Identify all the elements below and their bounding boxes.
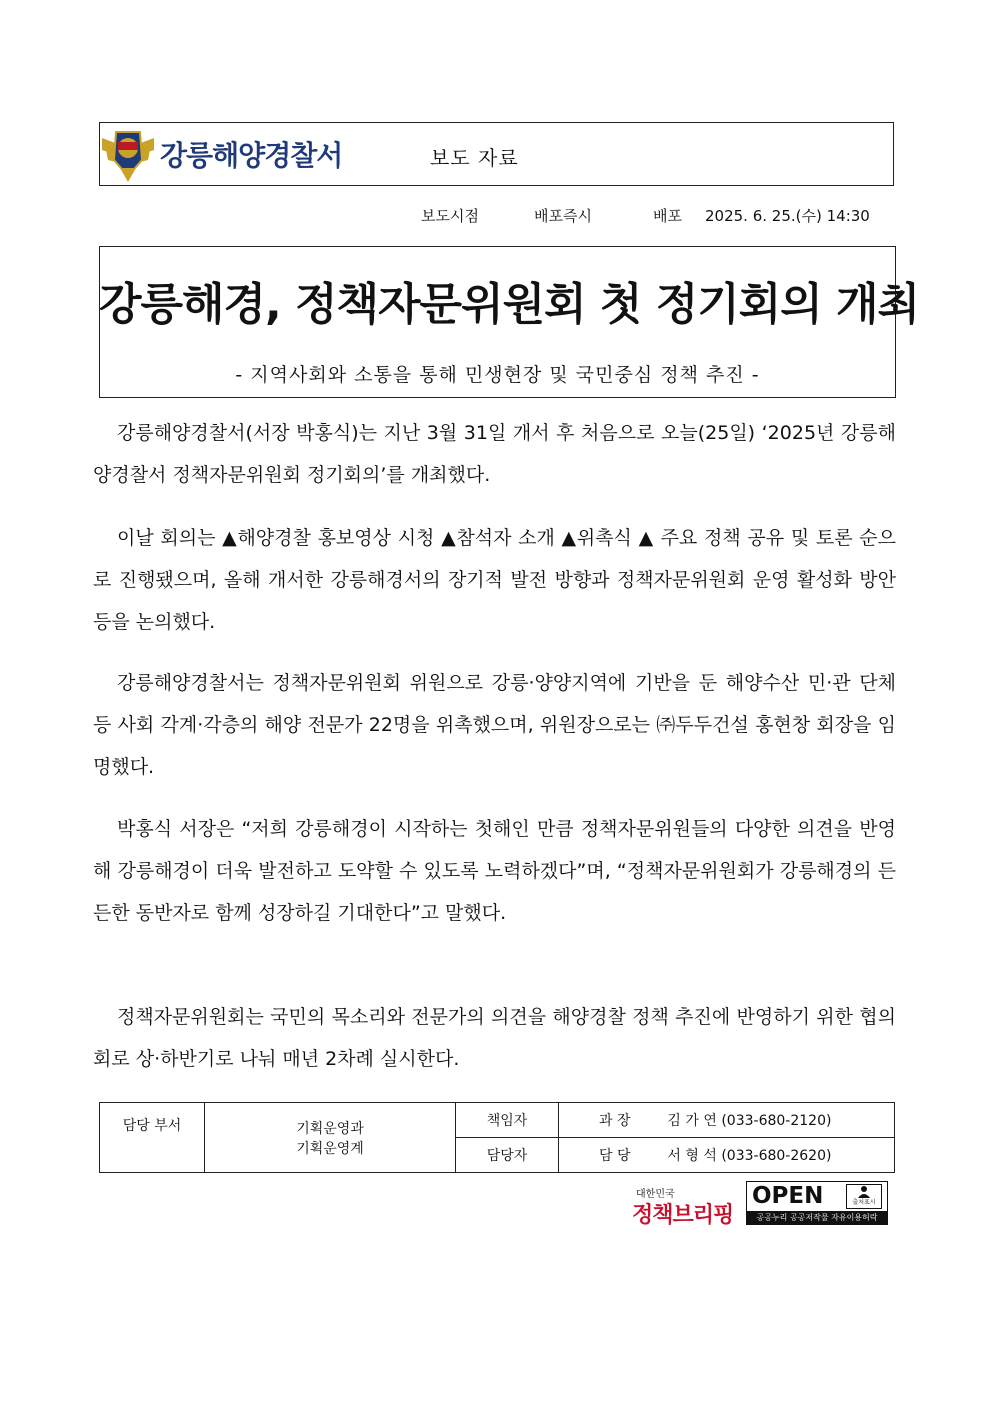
body-paragraph-3: 강릉해양경찰서는 정책자문위원회 위원으로 강릉·양양지역에 기반을 둔 해양수산 민·관 단체 등 사회 각계·각층의 해양 전문가 22명을 위촉했으며, 위원장으로는 ㈜두두건설 홍현창 회장을 임명했다. <box>93 672 896 778</box>
contact-manager-phone: (033-680-2120) <box>721 1113 832 1129</box>
kogl-type-label: 출처표시 <box>852 1199 876 1206</box>
korea-policy-briefing-logo: 정책브리핑 <box>632 1203 734 1228</box>
role-manager: 책임자 <box>456 1103 559 1138</box>
coast-guard-emblem-icon <box>100 124 156 184</box>
contact-row-manager <box>100 1103 895 1138</box>
contact-staff-name: 서 형 석 <box>667 1148 717 1164</box>
org-name: 강릉해양경찰서 <box>160 139 343 172</box>
contact-table <box>99 1102 895 1173</box>
contact-staff <box>559 1138 895 1173</box>
contact-manager <box>559 1103 895 1138</box>
kogl-subtitle: 공공누리 공공저작물 자유이용허락 <box>747 1211 887 1224</box>
contact-staff-title: 담 당 <box>599 1148 631 1164</box>
kogl-open-label: OPEN <box>752 1183 824 1209</box>
body-paragraph-4: 박홍식 서장은 “저희 강릉해경이 시작하는 첫해인 만큼 정책자문위원들의 다양한 의견을 반영해 강릉해경이 더욱 발전하고 도약할 수 있도록 노력하겠다”며, “정책자문위원회가 강릉해경의 든든한 동반자로 함께 성장하길 기대한다”고 말했다. <box>93 818 896 924</box>
release-timing-label: 보도시점 <box>421 207 479 225</box>
dept-line-2: 기획운영계 <box>296 1140 364 1157</box>
korea-policy-briefing-small: 대한민국 <box>636 1189 675 1200</box>
release-date-label: 배포 <box>653 207 682 225</box>
body-paragraph-5: 정책자문위원회는 국민의 목소리와 전문가의 의견을 해양경찰 정책 추진에 반영하기 위한 협의회로 상·하반기로 나눠 매년 2차례 실시한다. <box>93 1006 896 1070</box>
release-date-value: 2025. 6. 25.(수) 14:30 <box>705 207 870 225</box>
attribution-person-icon <box>846 1184 882 1209</box>
release-timing-value: 배포즉시 <box>534 207 592 225</box>
body-paragraph-1: 강릉해양경찰서(서장 박홍식)는 지난 3월 31일 개서 후 처음으로 오늘(25일) ‘2025년 강릉해양경찰서 정책자문위원회 정기회의’를 개최했다. <box>93 422 896 486</box>
dept-line-1: 기획운영과 <box>296 1120 364 1137</box>
dept-label: 담당 부서 <box>100 1103 205 1173</box>
contact-manager-title: 과 장 <box>599 1113 631 1129</box>
contact-manager-name: 김 가 연 <box>667 1113 717 1129</box>
press-subtitle: - 지역사회와 소통을 통해 민생현장 및 국민중심 정책 추진 - <box>235 364 760 386</box>
body-paragraph-2: 이날 회의는 ▲해양경찰 홍보영상 시청 ▲참석자 소개 ▲위촉식 ▲ 주요 정책 공유 및 토론 순으로 진행됐으며, 올해 개서한 강릉해경서의 장기적 발전 방향과 정책자문위원회 운영 활성화 방안 등을 논의했다. <box>93 527 896 633</box>
contact-staff-phone: (033-680-2620) <box>721 1148 832 1164</box>
role-staff: 담당자 <box>456 1138 559 1173</box>
press-title: 강릉해경, 정책자문위원회 첫 정기회의 개최 <box>99 279 920 330</box>
dept-names <box>205 1103 456 1173</box>
document-type: 보도 자료 <box>430 146 519 170</box>
